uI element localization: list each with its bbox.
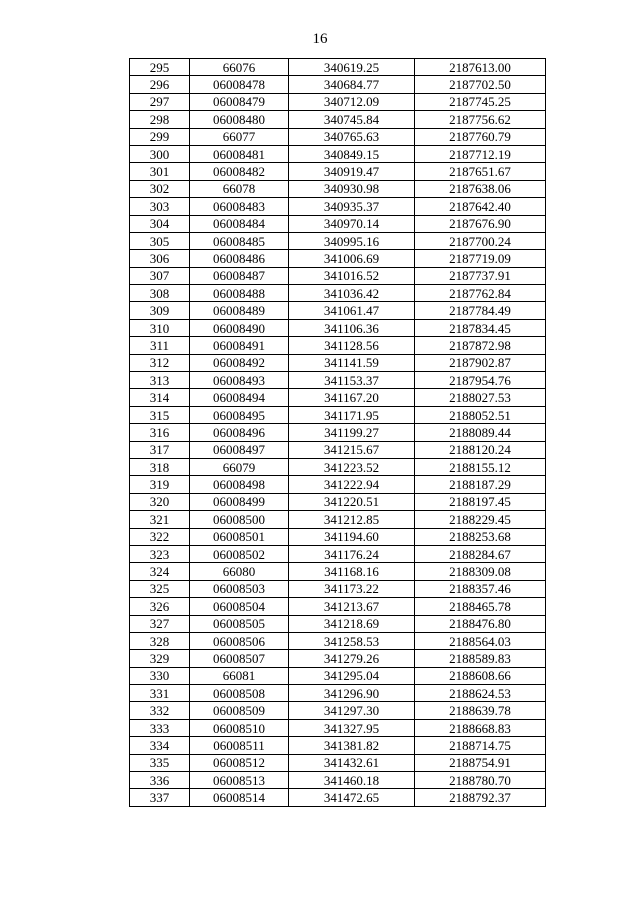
row-number-cell: 335 — [130, 754, 190, 771]
point-code-cell: 06008481 — [190, 145, 289, 162]
table-row — [130, 528, 546, 545]
x-coordinate-cell: 341194.60 — [289, 528, 415, 545]
y-coordinate-cell: 2187756.62 — [415, 111, 546, 128]
point-code-cell: 66080 — [190, 563, 289, 580]
x-coordinate-cell: 340849.15 — [289, 145, 415, 162]
table-row — [130, 232, 546, 249]
y-coordinate-cell: 2188608.66 — [415, 667, 546, 684]
point-code-cell: 06008501 — [190, 528, 289, 545]
y-coordinate-cell: 2187737.91 — [415, 267, 546, 284]
page-number: 16 — [312, 31, 328, 47]
row-number-cell: 315 — [130, 406, 190, 423]
x-coordinate-cell: 340712.09 — [289, 93, 415, 110]
table-row — [130, 215, 546, 232]
point-code-cell: 06008510 — [190, 719, 289, 736]
table-row — [130, 180, 546, 197]
x-coordinate-cell: 341168.16 — [289, 563, 415, 580]
table-row — [130, 615, 546, 632]
x-coordinate-cell: 341212.85 — [289, 511, 415, 528]
y-coordinate-cell: 2188253.68 — [415, 528, 546, 545]
x-coordinate-cell: 340935.37 — [289, 198, 415, 215]
x-coordinate-cell: 341295.04 — [289, 667, 415, 684]
row-number-cell: 314 — [130, 389, 190, 406]
table-row — [130, 59, 546, 76]
row-number-cell: 302 — [130, 180, 190, 197]
x-coordinate-cell: 341296.90 — [289, 685, 415, 702]
table-row — [130, 285, 546, 302]
table-row — [130, 198, 546, 215]
y-coordinate-cell: 2187834.45 — [415, 319, 546, 336]
point-code-cell: 06008487 — [190, 267, 289, 284]
table-row — [130, 737, 546, 754]
x-coordinate-cell: 340745.84 — [289, 111, 415, 128]
row-number-cell: 320 — [130, 493, 190, 510]
row-number-cell: 332 — [130, 702, 190, 719]
point-code-cell: 06008514 — [190, 789, 289, 806]
y-coordinate-cell: 2188120.24 — [415, 441, 546, 458]
table-row — [130, 337, 546, 354]
table-row — [130, 458, 546, 475]
row-number-cell: 305 — [130, 232, 190, 249]
y-coordinate-cell: 2187712.19 — [415, 145, 546, 162]
table-row — [130, 145, 546, 162]
x-coordinate-cell: 341215.67 — [289, 441, 415, 458]
row-number-cell: 300 — [130, 145, 190, 162]
x-coordinate-cell: 341220.51 — [289, 493, 415, 510]
y-coordinate-cell: 2188357.46 — [415, 580, 546, 597]
y-coordinate-cell: 2188792.37 — [415, 789, 546, 806]
point-code-cell: 06008483 — [190, 198, 289, 215]
y-coordinate-cell: 2187872.98 — [415, 337, 546, 354]
point-code-cell: 06008485 — [190, 232, 289, 249]
coordinates-table — [129, 58, 546, 807]
point-code-cell: 06008503 — [190, 580, 289, 597]
x-coordinate-cell: 341432.61 — [289, 754, 415, 771]
table-row — [130, 667, 546, 684]
row-number-cell: 296 — [130, 76, 190, 93]
row-number-cell: 297 — [130, 93, 190, 110]
x-coordinate-cell: 341061.47 — [289, 302, 415, 319]
y-coordinate-cell: 2187651.67 — [415, 163, 546, 180]
point-code-cell: 06008499 — [190, 493, 289, 510]
x-coordinate-cell: 340765.63 — [289, 128, 415, 145]
y-coordinate-cell: 2187760.79 — [415, 128, 546, 145]
row-number-cell: 337 — [130, 789, 190, 806]
point-code-cell: 06008509 — [190, 702, 289, 719]
point-code-cell: 66079 — [190, 458, 289, 475]
row-number-cell: 326 — [130, 598, 190, 615]
x-coordinate-cell: 341153.37 — [289, 372, 415, 389]
x-coordinate-cell: 341006.69 — [289, 250, 415, 267]
y-coordinate-cell: 2188668.83 — [415, 719, 546, 736]
x-coordinate-cell: 341128.56 — [289, 337, 415, 354]
table-row — [130, 406, 546, 423]
x-coordinate-cell: 341213.67 — [289, 598, 415, 615]
x-coordinate-cell: 341199.27 — [289, 424, 415, 441]
row-number-cell: 307 — [130, 267, 190, 284]
x-coordinate-cell: 341141.59 — [289, 354, 415, 371]
y-coordinate-cell: 2187642.40 — [415, 198, 546, 215]
row-number-cell: 321 — [130, 511, 190, 528]
x-coordinate-cell: 341472.65 — [289, 789, 415, 806]
table-row — [130, 772, 546, 789]
table-row — [130, 493, 546, 510]
row-number-cell: 323 — [130, 545, 190, 562]
point-code-cell: 06008498 — [190, 476, 289, 493]
y-coordinate-cell: 2188187.29 — [415, 476, 546, 493]
point-code-cell: 06008478 — [190, 76, 289, 93]
point-code-cell: 66078 — [190, 180, 289, 197]
y-coordinate-cell: 2187700.24 — [415, 232, 546, 249]
x-coordinate-cell: 341222.94 — [289, 476, 415, 493]
row-number-cell: 330 — [130, 667, 190, 684]
point-code-cell: 06008493 — [190, 372, 289, 389]
y-coordinate-cell: 2188284.67 — [415, 545, 546, 562]
y-coordinate-cell: 2187676.90 — [415, 215, 546, 232]
row-number-cell: 306 — [130, 250, 190, 267]
point-code-cell: 06008480 — [190, 111, 289, 128]
y-coordinate-cell: 2188027.53 — [415, 389, 546, 406]
table-row — [130, 685, 546, 702]
point-code-cell: 06008492 — [190, 354, 289, 371]
y-coordinate-cell: 2188197.45 — [415, 493, 546, 510]
point-code-cell: 06008490 — [190, 319, 289, 336]
table-row — [130, 111, 546, 128]
table-row — [130, 372, 546, 389]
point-code-cell: 06008513 — [190, 772, 289, 789]
row-number-cell: 316 — [130, 424, 190, 441]
point-code-cell: 06008495 — [190, 406, 289, 423]
x-coordinate-cell: 341218.69 — [289, 615, 415, 632]
y-coordinate-cell: 2187613.00 — [415, 59, 546, 76]
point-code-cell: 06008489 — [190, 302, 289, 319]
point-code-cell: 06008488 — [190, 285, 289, 302]
point-code-cell: 06008482 — [190, 163, 289, 180]
row-number-cell: 295 — [130, 59, 190, 76]
table-row — [130, 545, 546, 562]
point-code-cell: 66081 — [190, 667, 289, 684]
x-coordinate-cell: 341460.18 — [289, 772, 415, 789]
table-row — [130, 563, 546, 580]
table-row — [130, 650, 546, 667]
point-code-cell: 06008506 — [190, 632, 289, 649]
y-coordinate-cell: 2188229.45 — [415, 511, 546, 528]
row-number-cell: 331 — [130, 685, 190, 702]
point-code-cell: 06008504 — [190, 598, 289, 615]
table-row — [130, 319, 546, 336]
table-row — [130, 789, 546, 806]
x-coordinate-cell: 341258.53 — [289, 632, 415, 649]
x-coordinate-cell: 341223.52 — [289, 458, 415, 475]
row-number-cell: 301 — [130, 163, 190, 180]
point-code-cell: 06008508 — [190, 685, 289, 702]
point-code-cell: 06008497 — [190, 441, 289, 458]
y-coordinate-cell: 2188639.78 — [415, 702, 546, 719]
table-row — [130, 632, 546, 649]
row-number-cell: 324 — [130, 563, 190, 580]
x-coordinate-cell: 340970.14 — [289, 215, 415, 232]
row-number-cell: 327 — [130, 615, 190, 632]
table-row — [130, 511, 546, 528]
y-coordinate-cell: 2188714.75 — [415, 737, 546, 754]
x-coordinate-cell: 341297.30 — [289, 702, 415, 719]
x-coordinate-cell: 341327.95 — [289, 719, 415, 736]
table-row — [130, 76, 546, 93]
point-code-cell: 06008496 — [190, 424, 289, 441]
y-coordinate-cell: 2188754.91 — [415, 754, 546, 771]
x-coordinate-cell: 341106.36 — [289, 319, 415, 336]
row-number-cell: 311 — [130, 337, 190, 354]
x-coordinate-cell: 341016.52 — [289, 267, 415, 284]
row-number-cell: 334 — [130, 737, 190, 754]
y-coordinate-cell: 2188780.70 — [415, 772, 546, 789]
y-coordinate-cell: 2188465.78 — [415, 598, 546, 615]
table-row — [130, 389, 546, 406]
y-coordinate-cell: 2187902.87 — [415, 354, 546, 371]
y-coordinate-cell: 2188589.83 — [415, 650, 546, 667]
y-coordinate-cell: 2188624.53 — [415, 685, 546, 702]
point-code-cell: 06008491 — [190, 337, 289, 354]
table-row — [130, 702, 546, 719]
row-number-cell: 298 — [130, 111, 190, 128]
point-code-cell: 06008502 — [190, 545, 289, 562]
y-coordinate-cell: 2187638.06 — [415, 180, 546, 197]
table-row — [130, 424, 546, 441]
row-number-cell: 325 — [130, 580, 190, 597]
x-coordinate-cell: 340684.77 — [289, 76, 415, 93]
y-coordinate-cell: 2188564.03 — [415, 632, 546, 649]
row-number-cell: 299 — [130, 128, 190, 145]
y-coordinate-cell: 2188155.12 — [415, 458, 546, 475]
row-number-cell: 308 — [130, 285, 190, 302]
x-coordinate-cell: 341381.82 — [289, 737, 415, 754]
y-coordinate-cell: 2188309.08 — [415, 563, 546, 580]
point-code-cell: 06008484 — [190, 215, 289, 232]
table-row — [130, 302, 546, 319]
row-number-cell: 336 — [130, 772, 190, 789]
row-number-cell: 304 — [130, 215, 190, 232]
table-row — [130, 354, 546, 371]
table-row — [130, 580, 546, 597]
row-number-cell: 319 — [130, 476, 190, 493]
table-row — [130, 250, 546, 267]
x-coordinate-cell: 341036.42 — [289, 285, 415, 302]
point-code-cell: 66077 — [190, 128, 289, 145]
y-coordinate-cell: 2187719.09 — [415, 250, 546, 267]
row-number-cell: 313 — [130, 372, 190, 389]
table-row — [130, 476, 546, 493]
row-number-cell: 309 — [130, 302, 190, 319]
x-coordinate-cell: 341176.24 — [289, 545, 415, 562]
y-coordinate-cell: 2187762.84 — [415, 285, 546, 302]
table-row — [130, 719, 546, 736]
point-code-cell: 06008494 — [190, 389, 289, 406]
row-number-cell: 322 — [130, 528, 190, 545]
row-number-cell: 318 — [130, 458, 190, 475]
point-code-cell: 06008479 — [190, 93, 289, 110]
y-coordinate-cell: 2187954.76 — [415, 372, 546, 389]
x-coordinate-cell: 341171.95 — [289, 406, 415, 423]
x-coordinate-cell: 341167.20 — [289, 389, 415, 406]
x-coordinate-cell: 341173.22 — [289, 580, 415, 597]
row-number-cell: 303 — [130, 198, 190, 215]
point-code-cell: 06008505 — [190, 615, 289, 632]
x-coordinate-cell: 340619.25 — [289, 59, 415, 76]
point-code-cell: 66076 — [190, 59, 289, 76]
row-number-cell: 310 — [130, 319, 190, 336]
point-code-cell: 06008512 — [190, 754, 289, 771]
row-number-cell: 312 — [130, 354, 190, 371]
y-coordinate-cell: 2187784.49 — [415, 302, 546, 319]
table-row — [130, 163, 546, 180]
coordinates-table-body — [130, 59, 546, 807]
table-row — [130, 441, 546, 458]
point-code-cell: 06008500 — [190, 511, 289, 528]
y-coordinate-cell: 2188476.80 — [415, 615, 546, 632]
row-number-cell: 333 — [130, 719, 190, 736]
table-row — [130, 598, 546, 615]
y-coordinate-cell: 2187702.50 — [415, 76, 546, 93]
x-coordinate-cell: 340930.98 — [289, 180, 415, 197]
table-row — [130, 754, 546, 771]
y-coordinate-cell: 2188089.44 — [415, 424, 546, 441]
row-number-cell: 329 — [130, 650, 190, 667]
y-coordinate-cell: 2187745.25 — [415, 93, 546, 110]
x-coordinate-cell: 340995.16 — [289, 232, 415, 249]
x-coordinate-cell: 340919.47 — [289, 163, 415, 180]
table-row — [130, 267, 546, 284]
table-row — [130, 128, 546, 145]
point-code-cell: 06008507 — [190, 650, 289, 667]
point-code-cell: 06008511 — [190, 737, 289, 754]
y-coordinate-cell: 2188052.51 — [415, 406, 546, 423]
x-coordinate-cell: 341279.26 — [289, 650, 415, 667]
row-number-cell: 328 — [130, 632, 190, 649]
table-row — [130, 93, 546, 110]
point-code-cell: 06008486 — [190, 250, 289, 267]
row-number-cell: 317 — [130, 441, 190, 458]
